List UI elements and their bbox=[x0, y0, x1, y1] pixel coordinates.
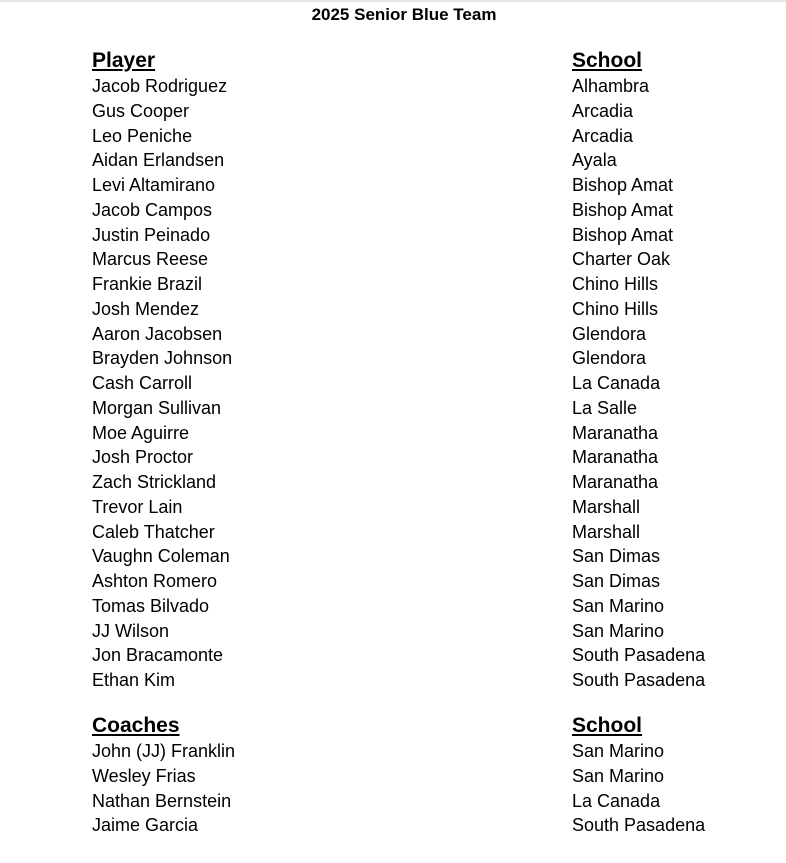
player-row-school: Glendora bbox=[572, 323, 647, 344]
player-row-name: Ashton Romero bbox=[92, 571, 218, 591]
coach-row-school: San Marino bbox=[572, 741, 665, 761]
coach-row-name: Nathan Bernstein bbox=[92, 790, 232, 811]
player-row bbox=[0, 346, 786, 371]
player-row bbox=[0, 371, 786, 396]
player-row bbox=[0, 173, 786, 198]
player-row-name: Ethan Kim bbox=[92, 670, 176, 690]
player-row-name: Moe Aguirre bbox=[92, 422, 190, 443]
player-row-school: Bishop Amat bbox=[572, 175, 674, 195]
players-section bbox=[0, 49, 786, 693]
player-row-name: Justin Peinado bbox=[92, 224, 211, 245]
coach-row-school: La Canada bbox=[572, 790, 661, 811]
player-school-column-header: School bbox=[572, 49, 643, 72]
player-row-school: Bishop Amat bbox=[572, 224, 674, 245]
player-row-school: San Dimas bbox=[572, 571, 661, 591]
player-row bbox=[0, 223, 786, 248]
player-row-school: Ayala bbox=[572, 150, 617, 171]
player-row-school: San Dimas bbox=[572, 546, 661, 567]
player-row-school: Arcadia bbox=[572, 125, 634, 146]
player-row-name: Josh Mendez bbox=[92, 298, 200, 319]
player-row-school: Chino Hills bbox=[572, 274, 659, 294]
player-row-school: South Pasadena bbox=[572, 645, 706, 666]
player-row-school: Maranatha bbox=[572, 447, 659, 468]
player-row-name: JJ Wilson bbox=[92, 620, 170, 641]
player-row-name: Gus Cooper bbox=[92, 100, 190, 121]
player-row bbox=[0, 198, 786, 223]
player-row bbox=[0, 74, 786, 99]
player-row-name: Jon Bracamonte bbox=[92, 645, 224, 666]
players-list bbox=[0, 74, 786, 693]
coach-row-school: South Pasadena bbox=[572, 815, 706, 836]
player-row-name: Jacob Campos bbox=[92, 199, 213, 220]
player-row bbox=[0, 272, 786, 297]
player-row-school: South Pasadena bbox=[572, 670, 706, 690]
coach-row-school: San Marino bbox=[572, 765, 665, 786]
coaches-section bbox=[0, 714, 786, 838]
player-row-name: Levi Altamirano bbox=[92, 175, 216, 195]
player-row-name: Morgan Sullivan bbox=[92, 397, 222, 418]
player-row bbox=[0, 594, 786, 619]
coach-row-name: John (JJ) Franklin bbox=[92, 741, 236, 761]
player-row bbox=[0, 148, 786, 173]
player-row-name: Vaughn Coleman bbox=[92, 546, 230, 567]
player-row bbox=[0, 124, 786, 149]
coach-row bbox=[0, 764, 786, 789]
player-row-name: Trevor Lain bbox=[92, 496, 183, 517]
player-row-name: Leo Peniche bbox=[92, 125, 193, 146]
player-row bbox=[0, 445, 786, 470]
coach-row-name: Jaime Garcia bbox=[92, 815, 199, 836]
player-row-school: Charter Oak bbox=[572, 249, 671, 270]
player-row-school: San Marino bbox=[572, 620, 665, 641]
page-top-border bbox=[0, 0, 786, 2]
player-row-name: Josh Proctor bbox=[92, 447, 194, 468]
player-row-name: Brayden Johnson bbox=[92, 348, 233, 369]
player-row bbox=[0, 520, 786, 545]
players-header-row bbox=[0, 49, 786, 74]
document-title: 2025 Senior Blue Team bbox=[311, 5, 497, 24]
player-row-name: Zach Strickland bbox=[92, 472, 217, 492]
player-row bbox=[0, 421, 786, 446]
player-row bbox=[0, 470, 786, 495]
player-row bbox=[0, 569, 786, 594]
player-column-header: Player bbox=[92, 49, 156, 72]
coach-school-column-header: School bbox=[572, 714, 643, 737]
player-row-name: Frankie Brazil bbox=[92, 274, 203, 294]
player-row-name: Aidan Erlandsen bbox=[92, 150, 225, 171]
player-row-school: San Marino bbox=[572, 595, 665, 616]
player-row-school: Bishop Amat bbox=[572, 199, 674, 220]
player-row bbox=[0, 99, 786, 124]
player-row-school: Alhambra bbox=[572, 76, 650, 96]
player-row-school: Maranatha bbox=[572, 422, 659, 443]
coach-row bbox=[0, 789, 786, 814]
coaches-header-row bbox=[0, 714, 786, 739]
player-row-name: Jacob Rodriguez bbox=[92, 76, 228, 96]
player-row bbox=[0, 668, 786, 693]
player-row-school: Arcadia bbox=[572, 100, 634, 121]
coach-row bbox=[0, 813, 786, 838]
player-row-name: Cash Carroll bbox=[92, 373, 193, 393]
player-row bbox=[0, 396, 786, 421]
player-row-school: Marshall bbox=[572, 521, 641, 542]
player-row-school: Marshall bbox=[572, 496, 641, 517]
player-row bbox=[0, 544, 786, 569]
player-row-name: Caleb Thatcher bbox=[92, 521, 215, 542]
player-row-school: Chino Hills bbox=[572, 298, 659, 319]
player-row bbox=[0, 643, 786, 668]
player-row-school: Maranatha bbox=[572, 472, 659, 492]
player-row-name: Aaron Jacobsen bbox=[92, 323, 223, 344]
player-row-school: La Salle bbox=[572, 397, 638, 418]
coaches-list bbox=[0, 739, 786, 838]
player-row bbox=[0, 322, 786, 347]
coach-row bbox=[0, 739, 786, 764]
player-row-name: Marcus Reese bbox=[92, 249, 209, 270]
player-row bbox=[0, 247, 786, 272]
player-row-name: Tomas Bilvado bbox=[92, 595, 210, 616]
player-row bbox=[0, 297, 786, 322]
player-row bbox=[0, 495, 786, 520]
player-row-school: La Canada bbox=[572, 373, 661, 393]
player-row-school: Glendora bbox=[572, 348, 647, 369]
coach-column-header: Coaches bbox=[92, 714, 180, 737]
coach-row-name: Wesley Frias bbox=[92, 765, 196, 786]
player-row bbox=[0, 619, 786, 644]
